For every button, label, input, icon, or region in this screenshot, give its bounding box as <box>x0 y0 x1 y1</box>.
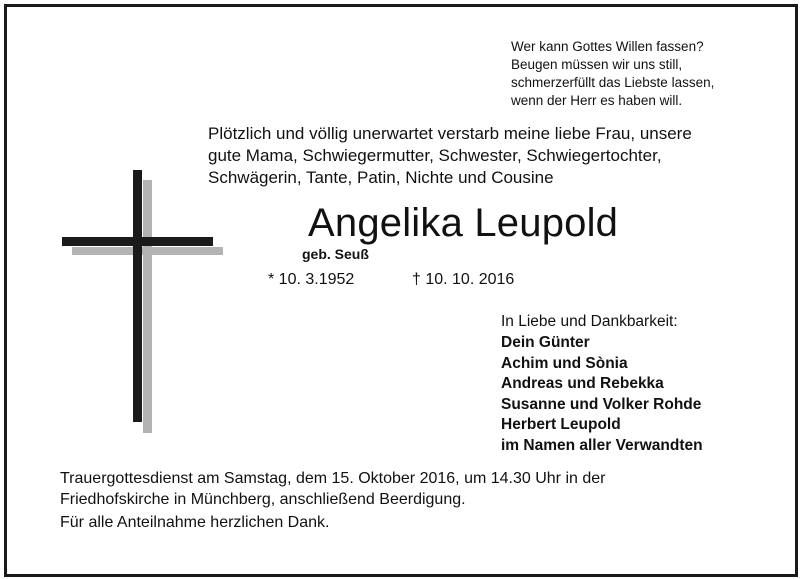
cross-horizontal-beam <box>62 237 213 246</box>
service-info <box>60 468 605 510</box>
mourner-name: Achim und Sònia <box>501 354 628 372</box>
intro-line: Schwägerin, Tante, Patin, Nichte und Cousine <box>208 168 554 187</box>
mourner-name: Herbert Leupold <box>501 416 621 433</box>
verse-line: schmerzerfüllt das Liebste lassen, <box>511 75 715 90</box>
cross-shadow-horizontal <box>72 247 223 255</box>
verse-line: Beugen müssen wir uns still, <box>511 57 683 72</box>
verse-line: Wer kann Gottes Willen fassen? <box>511 39 704 54</box>
service-line: Trauergottesdienst am Samstag, dem 15. Oktober 2016, um 14.30 Uhr in der <box>60 470 606 487</box>
cross-icon <box>62 170 224 435</box>
service-line: Friedhofskirche in Münchberg, anschließend Beerdigung. <box>60 491 466 508</box>
maiden-name: geb. Seuß <box>302 246 369 262</box>
verse-line: wenn der Herr es haben will. <box>511 93 683 108</box>
cross-vertical-beam <box>133 170 142 422</box>
mourner-name: Andreas und Rebekka <box>501 375 664 392</box>
verse-block <box>511 38 714 110</box>
birth-date: * 10. 3.1952 <box>268 271 355 288</box>
mourners-title: In Liebe und Dankbarkeit: <box>501 313 678 330</box>
mourner-name: Dein Günter <box>501 334 590 351</box>
mourners-list <box>501 333 703 456</box>
intro-line: gute Mama, Schwiegermutter, Schwester, Schwiegertochter, <box>208 146 662 165</box>
deceased-name: Angelika Leupold <box>308 201 619 245</box>
intro-line: Plötzlich und völlig unerwartet verstarb meine liebe Frau, unsere <box>208 124 692 143</box>
cross-shadow-vertical <box>143 180 152 433</box>
death-date: † 10. 10. 2016 <box>412 271 515 288</box>
mourner-name: im Namen aller Verwandten <box>501 436 703 454</box>
intro-text <box>208 123 692 189</box>
mourner-name: Susanne und Volker Rohde <box>501 395 702 413</box>
thanks-text: Für alle Anteilnahme herzlichen Dank. <box>60 514 330 531</box>
